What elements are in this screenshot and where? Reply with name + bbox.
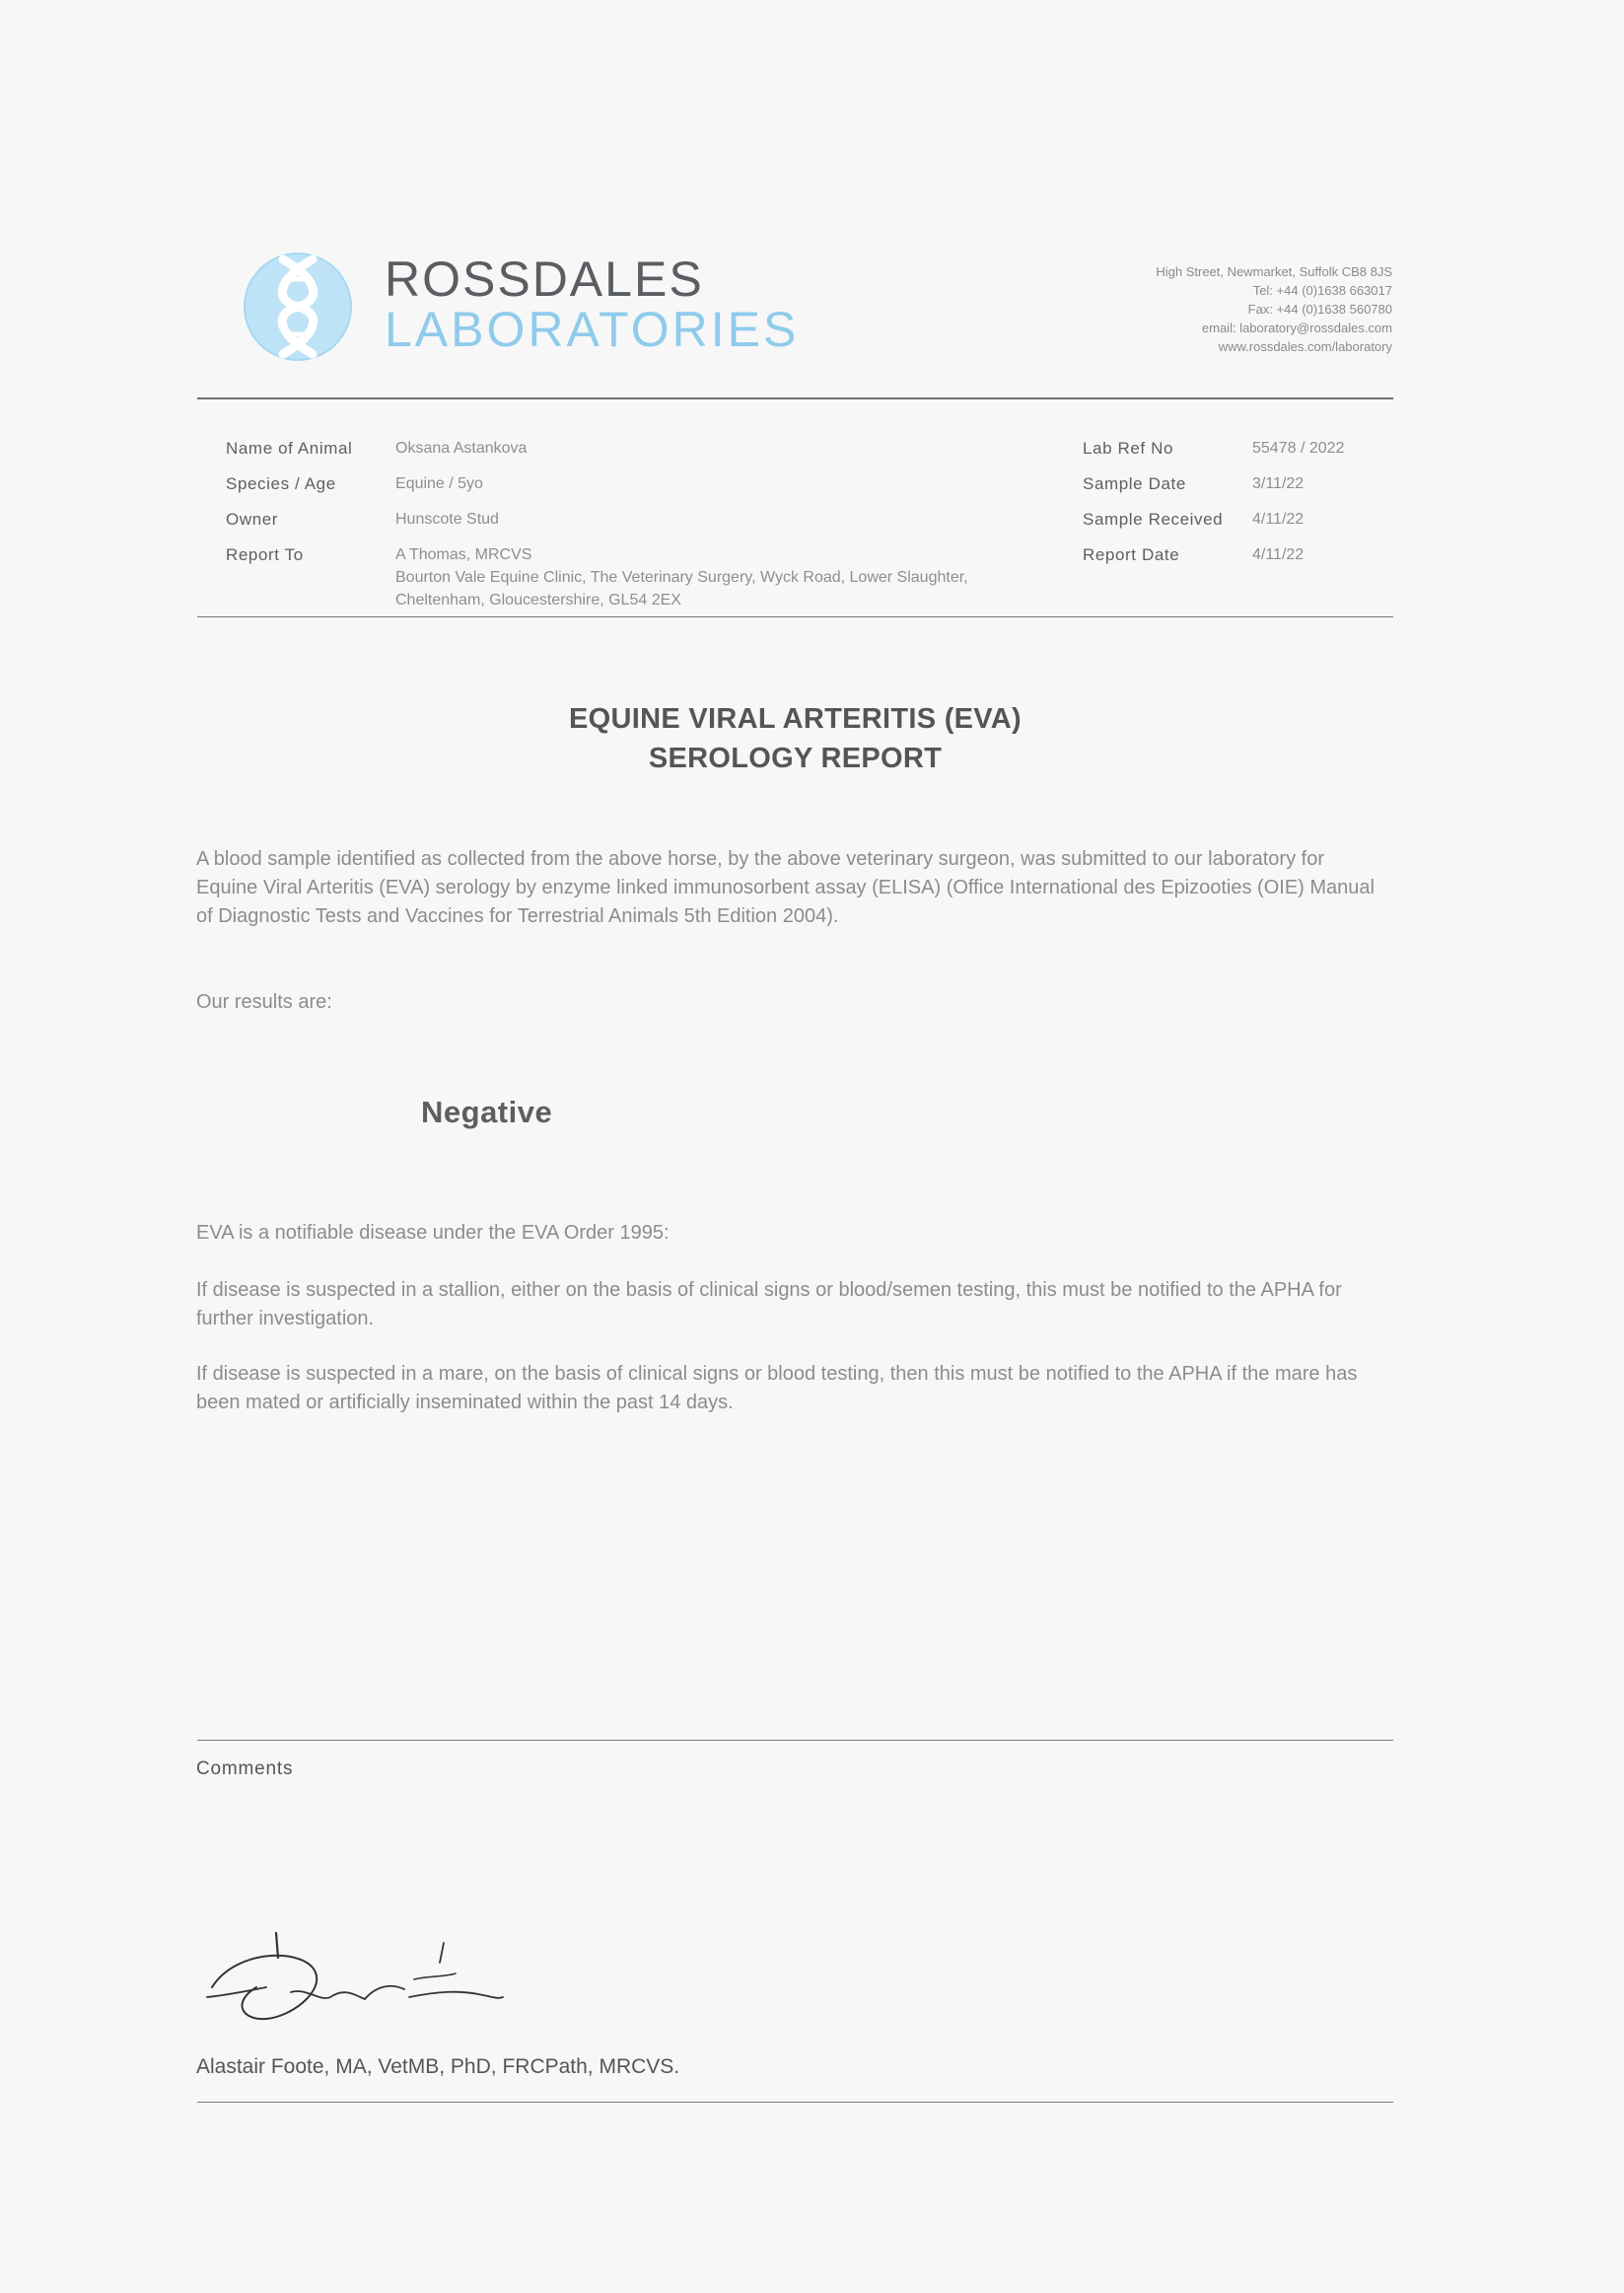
notifiable-notice: EVA is a notifiable disease under the EVA Order 1995:: [196, 1222, 670, 1244]
logo-name-line2: LABORATORIES: [385, 302, 800, 357]
owner-label: Owner: [226, 510, 279, 529]
sample-received-label: Sample Received: [1083, 510, 1224, 529]
stallion-note: If disease is suspected in a stallion, either on the basis of clinical signs or blood/semen testing, this must be notified to the APHA for further investigation.: [196, 1279, 1342, 1329]
footer-divider: [197, 2102, 1393, 2103]
report-to-line1: A Thomas, MRCVS: [395, 546, 532, 563]
report-to-line2: Bourton Vale Equine Clinic, The Veterinary Surgery, Wyck Road, Lower Slaughter,: [395, 569, 968, 586]
report-date-label: Report Date: [1083, 545, 1180, 564]
report-title-line1: EQUINE VIRAL ARTERITIS (EVA): [568, 703, 1022, 735]
species-label: Species / Age: [226, 474, 336, 493]
results-intro: Our results are:: [196, 991, 332, 1013]
details-divider: [197, 616, 1393, 617]
species-value: Equine / 5yo: [395, 475, 483, 492]
contact-block: [1037, 262, 1392, 356]
intro-paragraph: A blood sample identified as collected from the above horse, by the above veterinary surgeon, was submitted to our laboratory for Equine Viral Arteritis (EVA) serology by enzyme linked immunosorbent assay (ELISA) (Office International des Epizooties (OIE) Manual of Diagnostic Tests and Vaccines for Terrestrial Animals 5th Edition 2004).: [196, 848, 1375, 927]
test-result: Negative: [421, 1095, 553, 1129]
report-date-value: 4/11/22: [1252, 546, 1305, 563]
sample-received-value: 4/11/22: [1252, 511, 1305, 528]
signatory-name: Alastair Foote, MA, VetMB, PhD, FRCPath, MRCVS.: [196, 2055, 680, 2078]
name-label: Name of Animal: [226, 439, 353, 458]
mare-note: If disease is suspected in a mare, on the basis of clinical signs or blood testing, then this must be notified to the APHA if the mare has been mated or artificially inseminated within the past 14 days.: [196, 1363, 1358, 1413]
contact-email: email: laboratory@rossdales.com: [1201, 321, 1392, 335]
contact-tel: Tel: +44 (0)1638 663017: [1252, 283, 1392, 298]
sample-date-value: 3/11/22: [1252, 475, 1305, 492]
header-divider: [197, 397, 1393, 399]
contact-address: High Street, Newmarket, Suffolk CB8 8JS: [1156, 264, 1392, 279]
lab-ref-label: Lab Ref No: [1083, 439, 1173, 458]
comments-divider: [197, 1740, 1393, 1741]
report-to-line3: Cheltenham, Gloucestershire, GL54 2EX: [395, 592, 681, 609]
dna-logo-icon: [242, 251, 355, 362]
contact-fax: Fax: +44 (0)1638 560780: [1247, 302, 1392, 317]
signature-image: [197, 1928, 513, 2037]
sample-date-label: Sample Date: [1083, 474, 1186, 493]
owner-value: Hunscote Stud: [395, 511, 499, 528]
report-to-label: Report To: [226, 545, 304, 564]
contact-web: www.rossdales.com/laboratory: [1218, 339, 1392, 354]
report-to-value: [395, 543, 968, 611]
logo-name-line1: ROSSDALES: [385, 251, 704, 307]
report-title-line2: SEROLOGY REPORT: [648, 743, 943, 774]
name-value: Oksana Astankova: [395, 440, 528, 457]
lab-ref-value: 55478 / 2022: [1252, 440, 1345, 457]
comments-label: Comments: [196, 1758, 294, 1779]
